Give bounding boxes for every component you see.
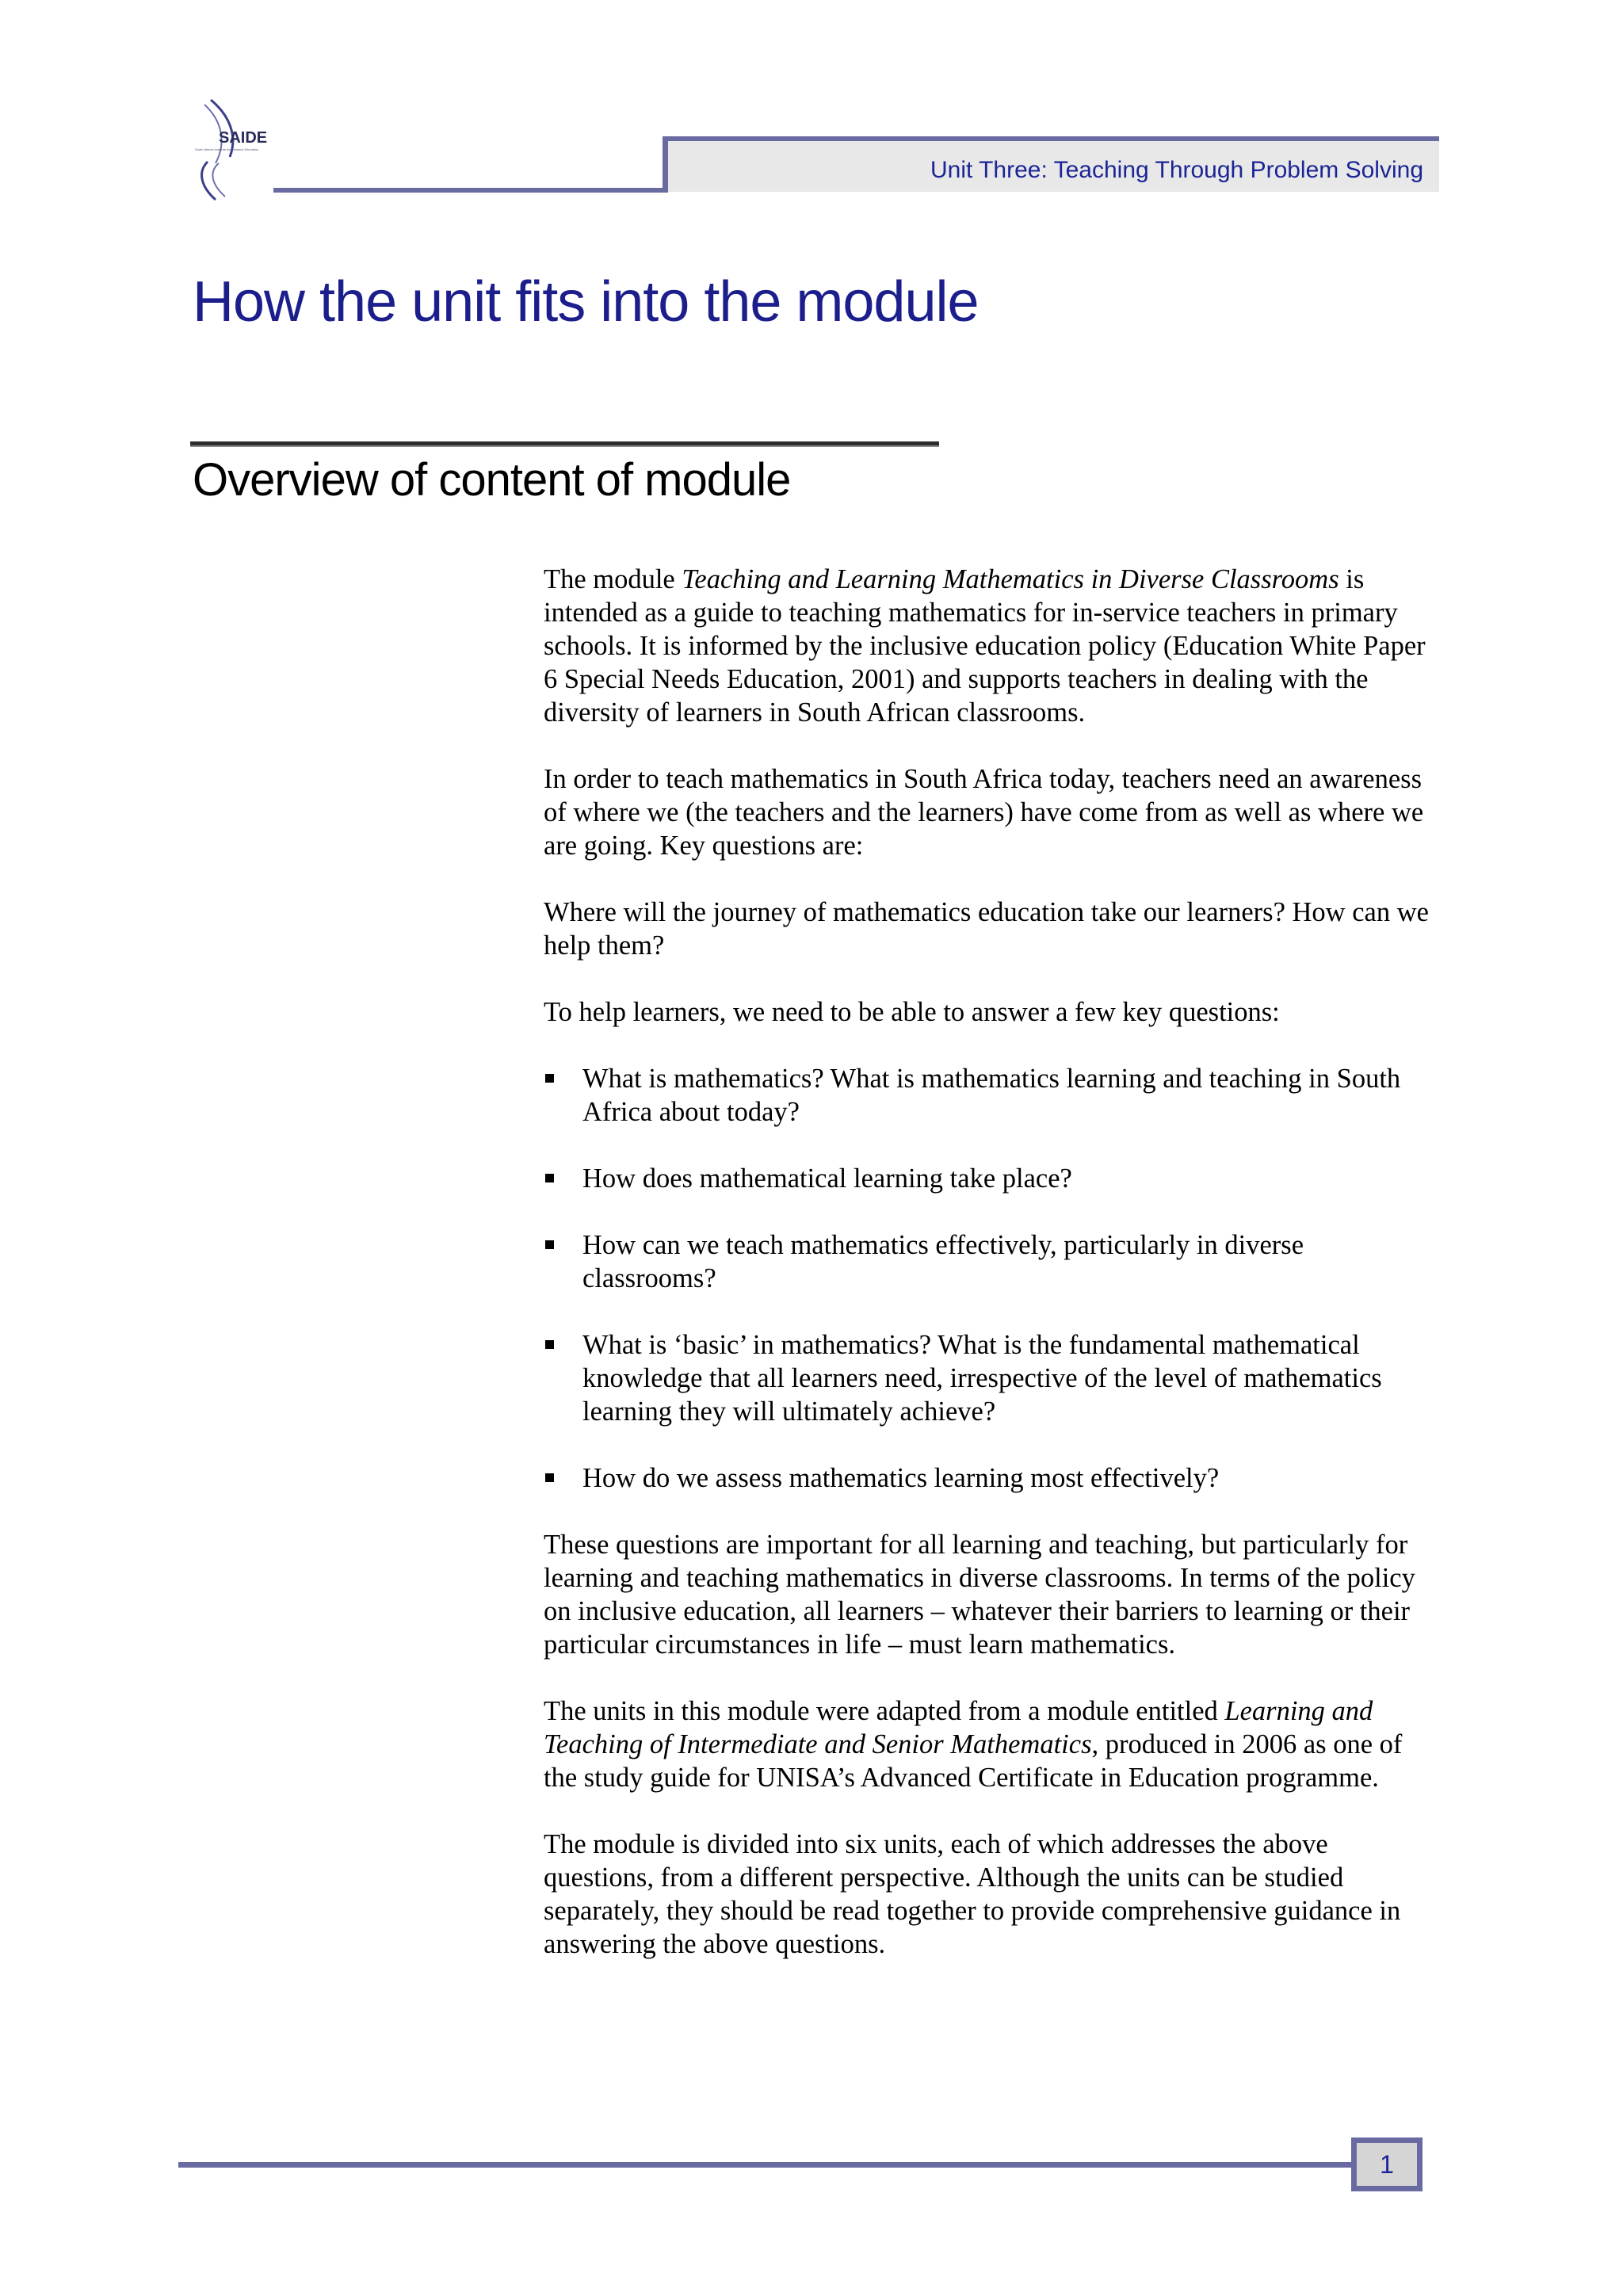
paragraph: The units in this module were adapted from a module entitled Learning and Teaching of Intermediate and Senior Mathematics, produced in 2006 as one of the study guide for UNISA’s Advanced Certificate in Education programme. xyxy=(544,1696,1403,1793)
list-item: How does mathematical learning take place? xyxy=(544,1162,1439,1195)
paragraph: The module Teaching and Learning Mathematics in Diverse Classrooms is intended as a guide to teaching mathematics for in-service teachers in primary schools. It is informed by the inclusive education policy (Education White Paper 6 Special Needs Education, 2001) and supports teachers in dealing with the diversity of learners in South African classrooms. xyxy=(544,564,1426,728)
paragraph: The module is divided into six units, each of which addresses the above questions, from a different perspective. Although the units can be studied separately, they should be read together to provide comprehensive guidance in answering the above questions. xyxy=(544,1829,1401,1959)
section-divider xyxy=(190,441,939,447)
unit-title: Unit Three: Teaching Through Problem Solving xyxy=(930,157,1423,183)
square-bullet-icon xyxy=(545,1240,554,1249)
body-text xyxy=(544,563,1439,1994)
saide-logo-icon xyxy=(189,98,276,201)
page-number-box xyxy=(1351,2137,1423,2191)
square-bullet-icon xyxy=(545,1340,554,1349)
square-bullet-icon xyxy=(545,1473,554,1482)
header-bar xyxy=(663,136,1439,192)
paragraph: In order to teach mathematics in South Africa today, teachers need an awareness of where we (the teachers and the learners) have come from as well as where we are going. Key questions are: xyxy=(544,764,1424,861)
header-underline xyxy=(273,188,668,193)
footer-line xyxy=(178,2162,1355,2168)
logo-subtext: South African Institute for Distance Education xyxy=(195,147,259,151)
list-item: What is ‘basic’ in mathematics? What is the fundamental mathematical knowledge that all learners need, irrespective of the level of mathematics learning they will ultimately achieve? xyxy=(544,1328,1439,1428)
list-item: How do we assess mathematics learning most effectively? xyxy=(544,1461,1439,1495)
paragraph: To help learners, we need to be able to answer a few key questions: xyxy=(544,997,1280,1027)
page-title: How the unit fits into the module xyxy=(193,270,979,334)
module-title-italic: Teaching and Learning Mathematics in Diverse Classrooms xyxy=(682,564,1339,594)
square-bullet-icon xyxy=(545,1074,554,1083)
page-number: 1 xyxy=(1380,2149,1394,2179)
list-item: What is mathematics? What is mathematics learning and teaching in South Africa about today? xyxy=(544,1062,1439,1129)
source-module-italic: Learning and Teaching of Intermediate and Senior Mathematics xyxy=(544,1696,1373,1759)
square-bullet-icon xyxy=(545,1174,554,1182)
section-title: Overview of content of module xyxy=(193,454,791,506)
logo-text: SAIDE xyxy=(219,129,268,147)
key-questions-list xyxy=(544,1062,1439,1495)
paragraph: Where will the journey of mathematics education take our learners? How can we help them? xyxy=(544,897,1429,961)
saide-logo xyxy=(189,98,276,201)
list-item: How can we teach mathematics effectively, particularly in diverse classrooms? xyxy=(544,1228,1439,1295)
paragraph: These questions are important for all learning and teaching, but particularly for learning and teaching mathematics in diverse classrooms. In terms of the policy on inclusive education, all learners – whatever their barriers to learning or their particular circumstances in life – must learn mathematics. xyxy=(544,1530,1415,1660)
